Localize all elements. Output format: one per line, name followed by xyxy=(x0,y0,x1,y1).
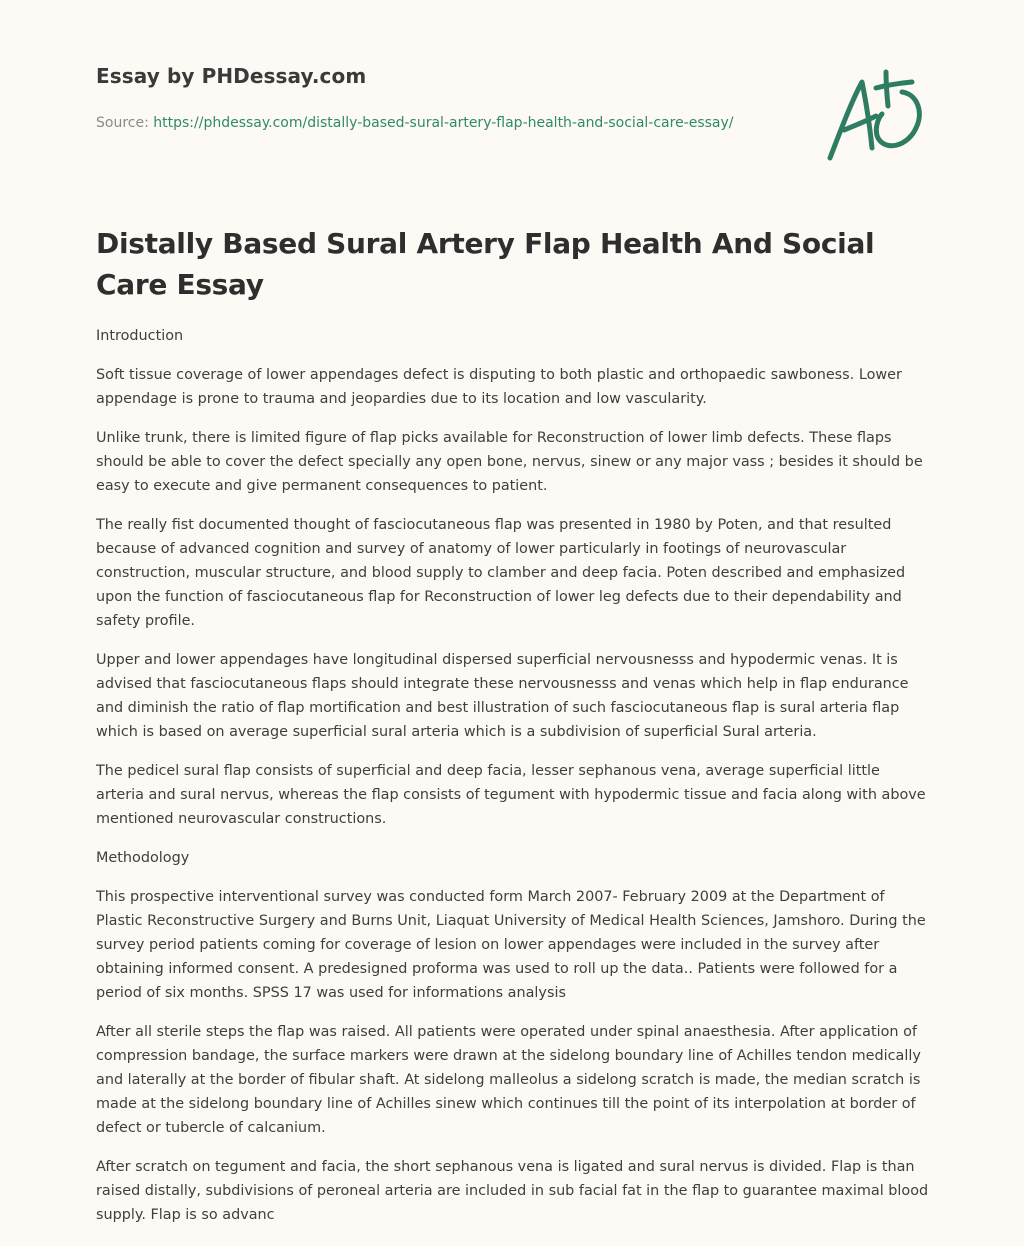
site-brand: Essay by PHDessay.com xyxy=(96,64,367,88)
essay-body xyxy=(96,324,932,1242)
section-heading-methodology: Methodology xyxy=(96,850,190,866)
source-link[interactable]: https://phdessay.com/distally-based-sural-artery-flap-health-and-social-care-essay/ xyxy=(153,115,734,131)
paragraph: After scratch on tegument and facia, the short sephanous vena is ligated and sural nervus is divided. Flap is than raised distally, subdivisions of peroneal arteria are included in sub facial fat in the flap to guarantee maximal blood supply. Flap is so advanc xyxy=(96,1159,929,1223)
paragraph: The really fist documented thought of fasciocutaneous flap was presented in 1980 by Poten, and that resulted because of advanced cognition and survey of anatomy of lower particularly in footings of neurovascular construction, muscular structure, and blood supply to clamber and deep facia. Poten described and emphasized upon the function of fasciocutaneous flap for Reconstruction of lower leg defects due to their dependability and safety profile. xyxy=(96,517,906,629)
paragraph: Upper and lower appendages have longitudinal dispersed superficial nervousnesss and hypodermic venas. It is advised that fasciocutaneous flaps should integrate these nervousnesss and venas which help in flap endurance and diminish the ratio of flap mortification and best illustration of such fasciocutaneous flap is sural arteria flap which is based on average superficial sural arteria which is a subdivision of superficial Sural arteria. xyxy=(96,652,909,740)
paragraph: The pedicel sural flap consists of superficial and deep facia, lesser sephanous vena, average superficial little arteria and sural nervus, whereas the flap consists of tegument with hypodermic tissue and facia along with above mentioned neurovascular constructions. xyxy=(96,763,926,827)
a-plus-grade-logo-icon xyxy=(820,66,930,166)
paragraph: After all sterile steps the flap was raised. All patients were operated under spinal anaesthesia. After application of compression bandage, the surface markers were drawn at the sidelong boundary line of Achilles tendon medically and laterally at the border of fibular shaft. At sidelong malleolus a sidelong scratch is made, the median scratch is made at the sidelong boundary line of Achilles sinew which continues till the point of its interpolation at border of defect or tubercle of calcanium. xyxy=(96,1024,921,1136)
source-line xyxy=(96,111,756,135)
paragraph: Unlike trunk, there is limited figure of flap picks available for Reconstruction of lower limb defects. These flaps should be able to cover the defect specially any open bone, nervus, sinew or any major vass ; besides it should be easy to execute and give permanent consequences to patient. xyxy=(96,430,923,494)
paragraph: This prospective interventional survey was conducted form March 2007- February 2009 at the Department of Plastic Reconstructive Surgery and Burns Unit, Liaquat University of Medical Health Sciences, Jamshoro. During the survey period patients coming for coverage of lesion on lower appendages were included in the survey after obtaining informed consent. A predesigned proforma was used to roll up the data.. Patients were followed for a period of six months. SPSS 17 was used for informations analysis xyxy=(96,889,926,1001)
section-heading-introduction: Introduction xyxy=(96,328,184,344)
paragraph: Soft tissue coverage of lower appendages defect is disputing to both plastic and orthopaedic sawboness. Lower appendage is prone to trauma and jeopardies due to its location and low vascularity. xyxy=(96,367,902,407)
essay-title: Distally Based Sural Artery Flap Health And Social Care Essay xyxy=(96,227,875,301)
source-label: Source: xyxy=(96,115,154,131)
